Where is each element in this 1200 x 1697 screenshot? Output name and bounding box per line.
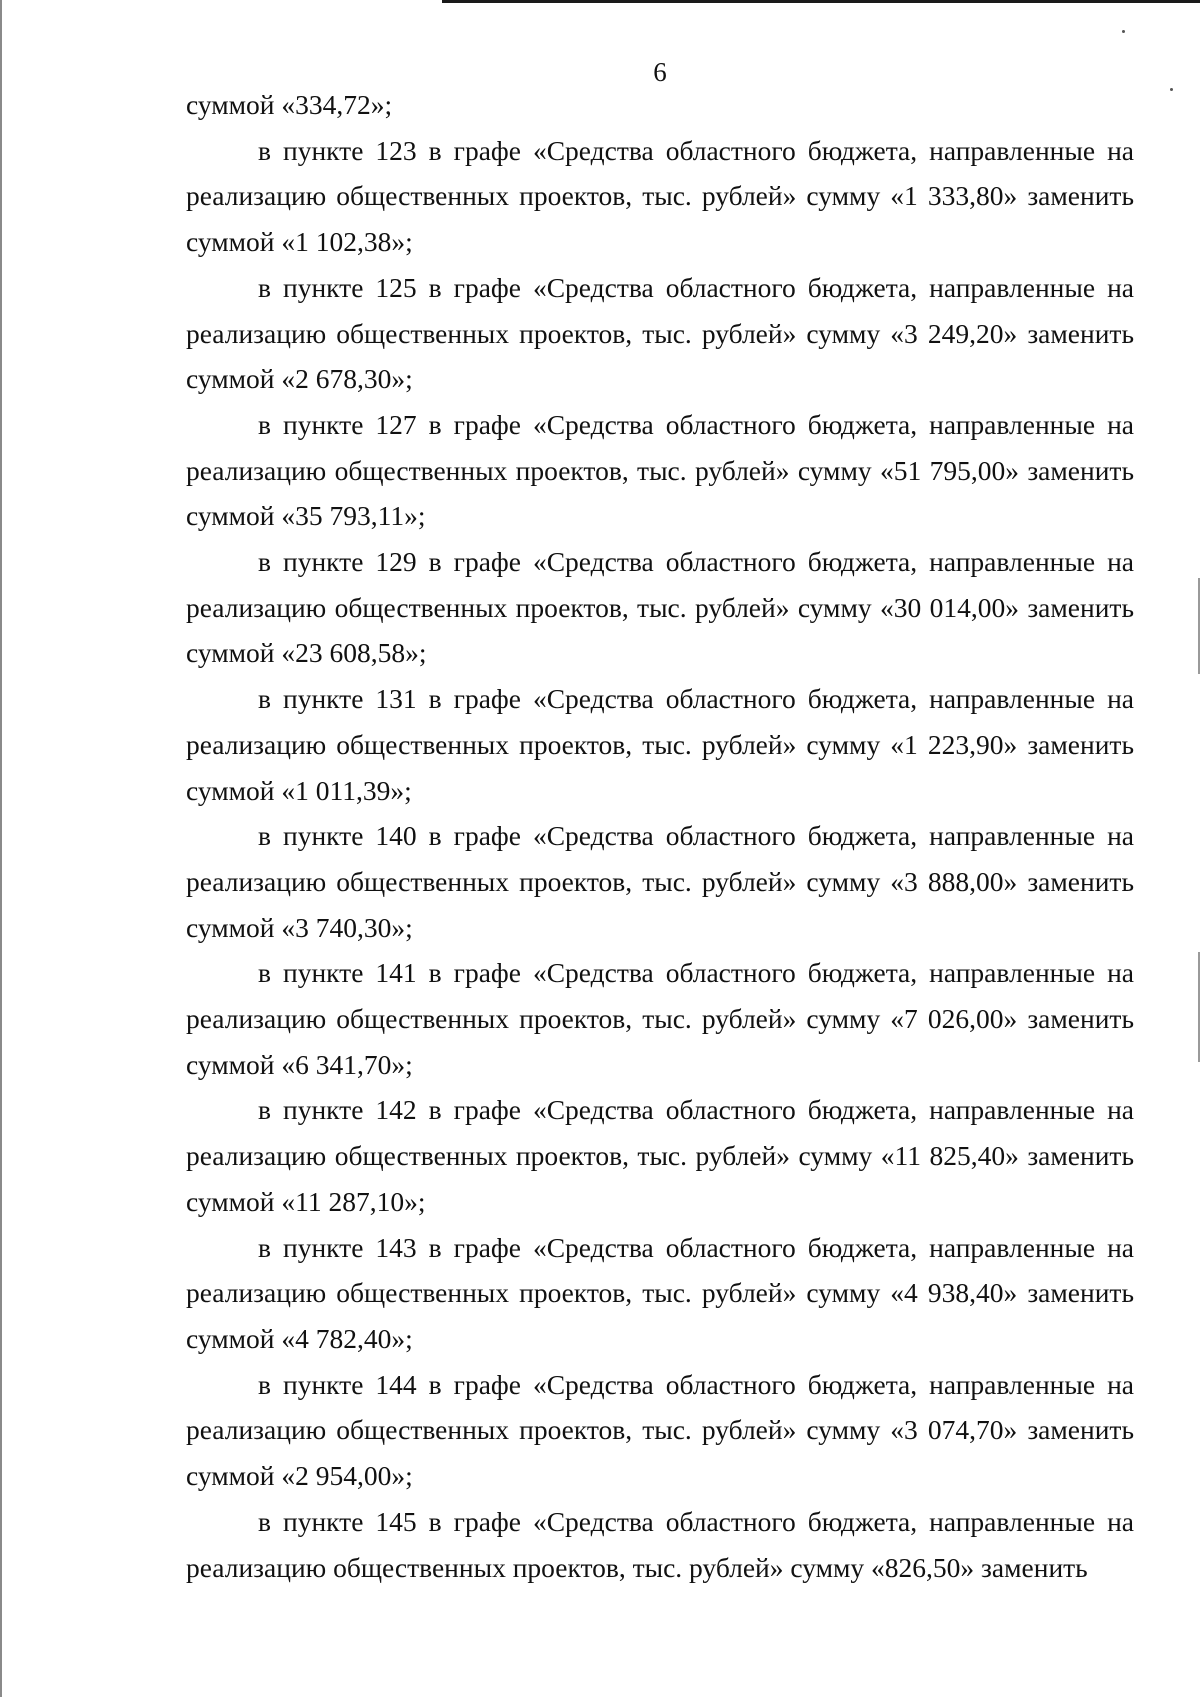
- scan-speck: [1122, 30, 1125, 33]
- paragraph: в пункте 142 в графе «Средства областного бюджета, направленные на реализацию общественных проектов, тыс. рублей» сумму «11 825,40» заменить суммой «11 287,10»;: [186, 1094, 1134, 1217]
- paragraph: в пункте 131 в графе «Средства областного бюджета, направленные на реализацию общественных проектов, тыс. рублей» сумму «1 223,90» заменить суммой «1 011,39»;: [186, 683, 1134, 806]
- paragraph: в пункте 144 в графе «Средства областного бюджета, направленные на реализацию общественных проектов, тыс. рублей» сумму «3 074,70» заменить суммой «2 954,00»;: [186, 1368, 1134, 1492]
- paragraph: в пункте 141 в графе «Средства областного бюджета, направленные на реализацию общественных проектов, тыс. рублей» сумму «7 026,00» заменить суммой «6 341,70»;: [186, 957, 1134, 1080]
- scan-speck: [1170, 88, 1173, 91]
- paragraph: в пункте 123 в графе «Средства областного бюджета, направленные на реализацию общественных проектов, тыс. рублей» сумму «1 333,80» заменить суммой «1 102,38»;: [186, 134, 1134, 258]
- paragraph: в пункте 140 в графе «Средства областного бюджета, направленные на реализацию общественных проектов, тыс. рублей» сумму «3 888,00» заменить суммой «3 740,30»;: [186, 820, 1134, 943]
- paragraph: в пункте 127 в графе «Средства областного бюджета, направленные на реализацию общественных проектов, тыс. рублей» сумму «51 795,00» заменить суммой «35 793,11»;: [186, 408, 1134, 532]
- page-number: 6: [653, 57, 667, 87]
- paragraph: в пункте 145 в графе «Средства областного бюджета, направленные на реализацию общественных проектов, тыс. рублей» сумму «826,50» заменить: [186, 1505, 1134, 1583]
- left-scan-edge: [0, 0, 2, 1697]
- top-rule: [442, 0, 1200, 3]
- paragraph: в пункте 125 в графе «Средства областного бюджета, направленные на реализацию общественных проектов, тыс. рублей» сумму «3 249,20» заменить суммой «2 678,30»;: [186, 271, 1134, 395]
- paragraph: суммой «334,72»;: [186, 89, 393, 120]
- paragraph: в пункте 129 в графе «Средства областного бюджета, направленные на реализацию общественных проектов, тыс. рублей» сумму «30 014,00» заменить суммой «23 608,58»;: [186, 546, 1134, 669]
- paragraph: в пункте 143 в графе «Средства областного бюджета, направленные на реализацию общественных проектов, тыс. рублей» сумму «4 938,40» заменить суммой «4 782,40»;: [186, 1231, 1134, 1354]
- document-body: [186, 82, 1134, 1590]
